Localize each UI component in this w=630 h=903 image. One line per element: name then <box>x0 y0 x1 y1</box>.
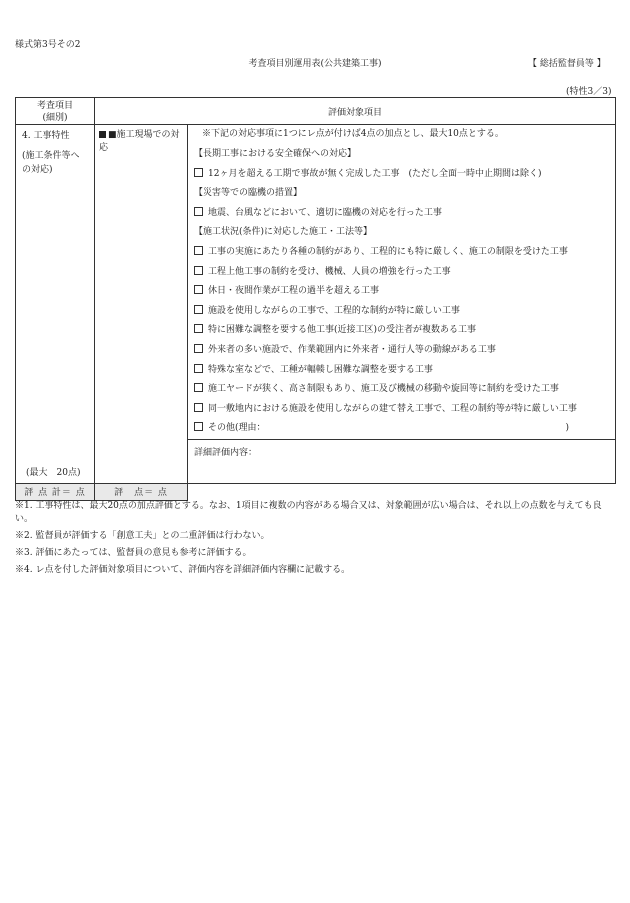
table-header-row <box>16 98 616 125</box>
evaluation-header: 評価対象項目 <box>328 107 383 118</box>
check-item[interactable]: 特に困難な調整を要する他工事(近接工区)の受注者が複数ある工事 <box>194 321 611 341</box>
checkbox-icon[interactable] <box>194 207 203 216</box>
checkbox-icon[interactable] <box>194 305 203 314</box>
detail-label: 詳細評価内容： <box>194 447 258 458</box>
checkbox-icon[interactable] <box>194 246 203 255</box>
checkbox-icon[interactable] <box>194 344 203 353</box>
evaluation-table <box>15 97 616 501</box>
item-header-line1: 考査項目 <box>36 101 73 111</box>
check-item[interactable]: 同一敷地内における施設を使用しながらの建て替え工事で、工程の制約等が特に厳しい工事 <box>194 400 611 420</box>
checkbox-icon[interactable] <box>194 403 203 412</box>
check-item[interactable]: 施工ヤードが狭く、高さ制限もあり、施工及び機械の移動や旋回等に制約を受けた工事 <box>194 380 611 400</box>
intro-note: ※下記の対応事項に1つにレ点が付けば4点の加点とし、最大10点とする。 <box>202 129 504 139</box>
section-heading: 【施工状況(条件)に対応した施工・工法等】 <box>194 227 373 238</box>
check-item[interactable]: 地震、台風などにおいて、適切に臨機の対応を行った工事 <box>194 204 611 224</box>
items-cell <box>188 125 616 440</box>
check-item-other[interactable] <box>194 419 611 439</box>
content-row <box>16 125 616 440</box>
evaluation-header-cell <box>95 98 616 125</box>
footnote-2: ※2. 監督員が評価する「創意工夫」との二重評価は行わない。 <box>15 531 270 541</box>
category-sub-line1: (施工条件等へ <box>22 151 80 161</box>
checkbox-icon[interactable] <box>194 266 203 275</box>
checkbox-icon[interactable] <box>194 364 203 373</box>
section-heading: 【長期工事における安全確保への対応】 <box>194 149 357 159</box>
checkbox-icon[interactable] <box>194 168 203 177</box>
section-heading: 【災害等での臨機の措置】 <box>194 188 303 199</box>
score-total-cell <box>16 483 95 500</box>
score-blank-cell <box>188 483 616 500</box>
subcategory-cell <box>95 125 188 484</box>
item-header-line2: (細別) <box>42 113 68 123</box>
check-item[interactable]: 特殊な室などで、工種が輻輳し困難な調整を要する工事 <box>194 361 611 381</box>
other-label: その他(理由： <box>208 423 266 434</box>
footnote-3: ※3. 評価にあたっては、監督員の意見も参考に評価する。 <box>15 548 252 558</box>
category-sub-line2: の対応) <box>22 165 53 175</box>
form-number: 様式第3号その2 <box>15 40 81 50</box>
score-total-label: 評 点 計＝ 点 <box>24 488 86 499</box>
category-cell <box>16 125 95 484</box>
checkbox-icon[interactable] <box>194 422 203 431</box>
score-row <box>16 483 616 500</box>
check-item[interactable]: 12ヶ月を超える工期で事故が無く完成した工事 (ただし全面一時中止期間は除く) <box>194 165 611 185</box>
role-label: 【 総括監督員等 】 <box>528 59 606 69</box>
score-cell <box>95 483 188 500</box>
check-item[interactable]: 施設を使用しながらの工事で、工程的な制約が特に厳しい工事 <box>194 302 611 322</box>
footnote-4: ※4. レ点を付した評価対象項目について、評価内容を詳細評価内容欄に記載する。 <box>15 565 351 575</box>
checkbox-icon[interactable] <box>194 324 203 333</box>
check-item[interactable]: 休日・夜間作業が工程の過半を超える工事 <box>194 282 611 302</box>
detail-cell[interactable] <box>188 439 616 483</box>
max-points: (最大 20点) <box>26 467 81 478</box>
check-item[interactable]: 工程上他工事の制約を受け、機械、人員の増強を行った工事 <box>194 263 611 283</box>
checkbox-icon[interactable] <box>194 285 203 294</box>
footnote-1: ※1. 工事特性は、最大20点の加点評価とする。なお、1項目に複数の内容がある場合又は、対象範囲が広い場合は、それ以上の点数を与えても良い。 <box>15 501 602 524</box>
subcategory-text: ■施工現場での対 <box>108 130 180 140</box>
subcategory-line1 <box>99 129 184 142</box>
footnotes <box>15 500 615 581</box>
score-label: 評 点＝ 点 <box>114 488 168 499</box>
filled-square-icon <box>99 131 106 138</box>
other-close: ) <box>565 423 570 434</box>
page-marker: (特性3／3) <box>566 87 612 97</box>
checkbox-icon[interactable] <box>194 383 203 392</box>
category-label: 4. 工事特性 <box>22 131 70 141</box>
document-title: 考査項目別運用表(公共建築工事) <box>248 59 382 69</box>
check-item[interactable]: 工事の実施にあたり各種の制約があり、工程的にも特に厳しく、施工の制限を受けた工事 <box>194 243 611 263</box>
subcategory-line2: 応 <box>99 143 109 153</box>
item-header-cell <box>16 98 95 125</box>
check-item[interactable]: 外来者の多い施設で、作業範囲内に外来者・通行人等の動線がある工事 <box>194 341 611 361</box>
